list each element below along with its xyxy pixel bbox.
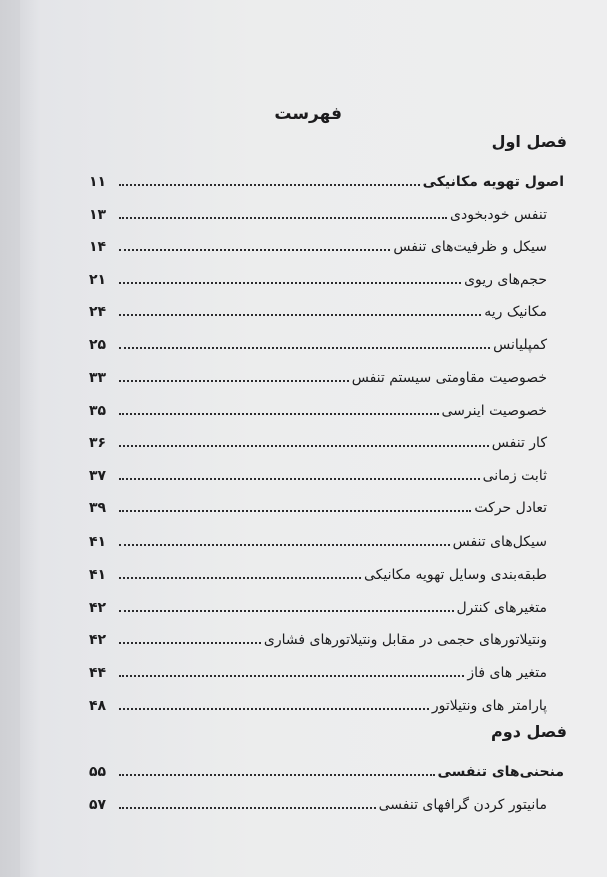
dot-leader (119, 413, 439, 415)
toc-entry-page: ۴۴ (89, 665, 107, 681)
toc-entry-page: ۳۵ (89, 403, 107, 419)
toc-entry-page: ۱۱ (89, 174, 107, 190)
toc-entry-page: ۴۱ (89, 567, 107, 583)
toc-entry (87, 692, 547, 714)
toc-entry (87, 626, 547, 648)
toc-entry-label: مانیتور کردن گرافهای تنفسی (378, 797, 547, 813)
toc-entry (87, 233, 547, 255)
toc-entry-page: ۲۴ (89, 304, 107, 320)
toc-entry-page: ۳۶ (89, 435, 107, 451)
toc-entry (87, 758, 564, 780)
dot-leader (119, 282, 461, 284)
toc-entry-page: ۴۲ (89, 600, 107, 616)
toc-entry (87, 561, 547, 583)
toc-entry-label: منحنی‌های تنفسی (437, 764, 564, 780)
toc-entry-page: ۴۱ (89, 534, 107, 550)
toc-entry-label: متغیرهای کنترل (456, 600, 547, 616)
toc-entry (87, 594, 547, 616)
chapter-heading-1: فصل اول (491, 132, 567, 151)
toc-entry (87, 331, 547, 353)
dot-leader (119, 807, 376, 809)
toc-entry (87, 266, 547, 288)
toc-entry-page: ۱۳ (89, 207, 107, 223)
dot-leader (119, 478, 480, 480)
dot-leader (119, 774, 435, 776)
dot-leader (119, 642, 261, 644)
toc-entry-label: مکانیک ریه (484, 304, 547, 320)
toc-entry-page: ۳۷ (89, 468, 107, 484)
toc-entry-label: ثابت زمانی (482, 468, 547, 484)
dot-leader (119, 184, 420, 186)
dot-leader (119, 314, 481, 316)
toc-entry-label: کار تنفس (491, 435, 547, 451)
dot-leader (119, 510, 471, 512)
toc-entry-label: متغیر های فاز (467, 665, 547, 681)
toc-entry (87, 168, 564, 190)
toc-entry-label: سیکل و ظرفیت‌های تنفس (393, 239, 547, 255)
toc-entry-label: خصوصیت مقاومتی سیستم تنفس (351, 370, 547, 386)
toc-entry-page: ۴۲ (89, 632, 107, 648)
dot-leader (119, 577, 361, 579)
toc-entry (87, 659, 547, 681)
toc-entry-page: ۵۵ (89, 764, 107, 780)
toc-entry (87, 791, 547, 813)
dot-leader (119, 708, 429, 710)
dot-leader (119, 610, 454, 612)
toc-entry-page: ۳۹ (89, 500, 107, 516)
dot-leader (119, 445, 489, 447)
toc-entry (87, 429, 547, 451)
toc-entry (87, 364, 547, 386)
toc-entry (87, 298, 547, 320)
toc-entry-label: ونتیلاتورهای حجمی در مقابل ونتیلاتورهای فشاری (263, 632, 547, 648)
toc-entry-page: ۳۳ (89, 370, 107, 386)
toc-entry-page: ۱۴ (89, 239, 107, 255)
toc-entry (87, 528, 547, 550)
toc-entry-page: ۲۱ (89, 272, 107, 288)
dot-leader (119, 217, 447, 219)
dot-leader (119, 380, 349, 382)
toc-entry-label: پارامتر های ونتیلاتور (431, 698, 547, 714)
dot-leader (119, 675, 464, 677)
toc-entry-label: حجم‌های ریوی (464, 272, 547, 288)
dot-leader (119, 249, 390, 251)
toc-entry-page: ۴۸ (89, 698, 107, 714)
toc-entry-page: ۲۵ (89, 337, 107, 353)
page-title: فهرست (274, 104, 342, 124)
toc-entry (87, 201, 547, 223)
toc-entry (87, 397, 547, 419)
dot-leader (119, 544, 450, 546)
toc-entry-label: تنفس خودبخودی (450, 207, 547, 223)
toc-entry-label: اصول تهویه مکانیکی (422, 174, 564, 190)
toc-entry-label: خصوصیت اینرسی (441, 403, 547, 419)
toc-entry-label: سیکل‌های تنفس (452, 534, 547, 550)
dot-leader (119, 347, 490, 349)
toc-entry (87, 494, 547, 516)
toc-entry-label: کمپلیانس (493, 337, 547, 353)
toc-entry-label: طبقه‌بندی وسایل تهویه مکانیکی (364, 567, 547, 583)
toc-entry-page: ۵۷ (89, 797, 107, 813)
toc-entry (87, 462, 547, 484)
toc-entry-label: تعادل حرکت (474, 500, 547, 516)
chapter-heading-2: فصل دوم (491, 722, 567, 741)
